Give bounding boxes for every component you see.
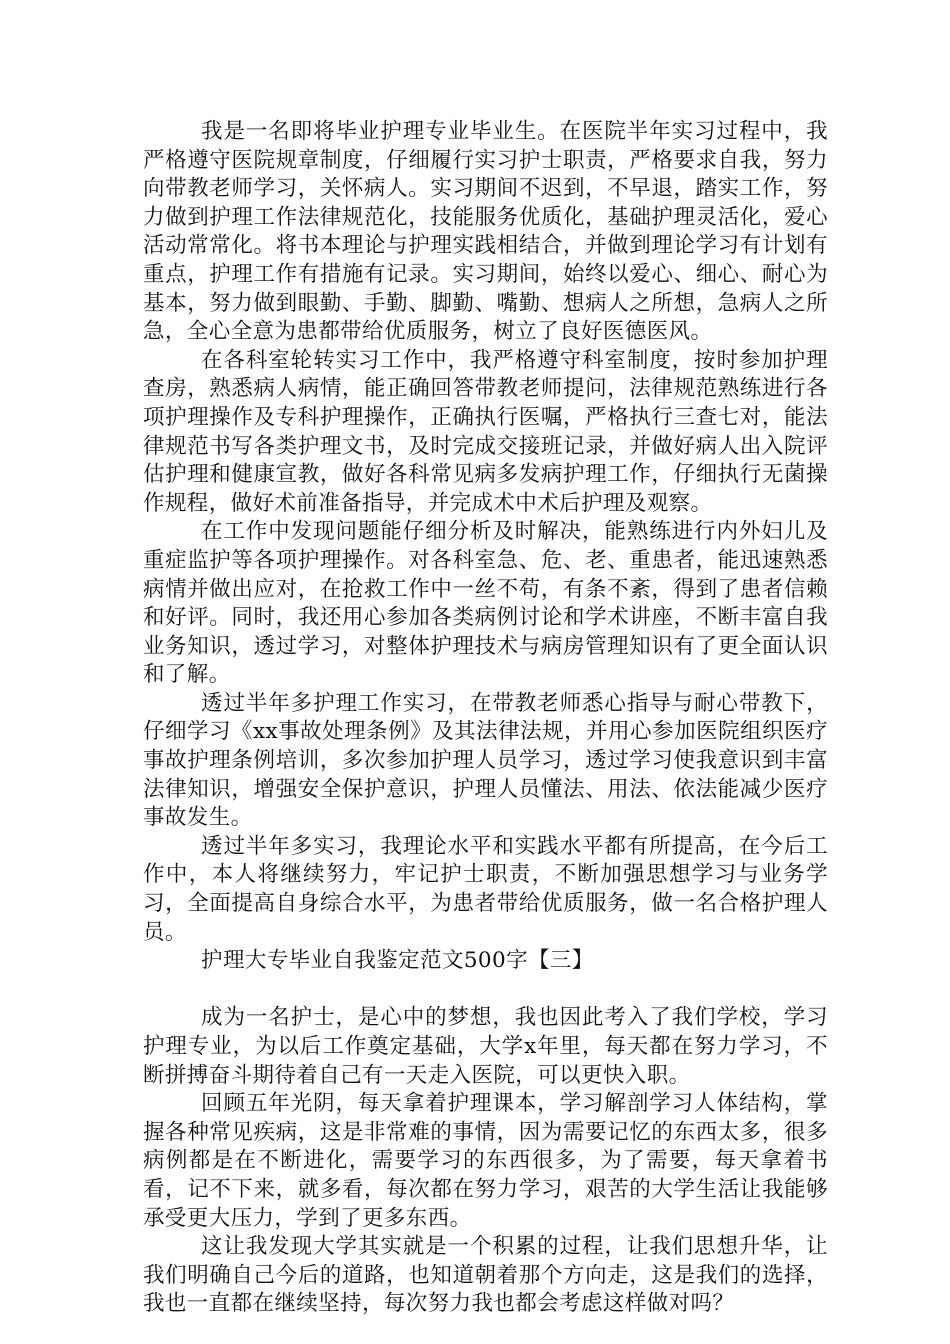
body-paragraph: 成为一名护士，是心中的梦想，我也因此考入了我们学校，学习护理专业，为以后工作奠定基础，大学x年里，每天都在努力学习，不断拼搏奋斗期待着自己有一天走入医院，可以更快入职。: [143, 1005, 828, 1088]
body-paragraph: 我是一名即将毕业护理专业毕业生。在医院半年实习过程中，我严格遵守医院规章制度，仔细履行实习护士职责，严格要求自我，努力向带教老师学习，关怀病人。实习期间不迟到，不早退，踏实工作，努力做到护理工作法律规范化，技能服务优质化，基础护理灵活化，爱心活动常常化。将书本理论与护理实践相结合，并做到理论学习有计划有重点，护理工作有措施有记录。实习期间，始终以爱心、细心、耐心为基本，努力做到眼勤、手勤、脚勤、嘴勤、想病人之所想，急病人之所急，全心全意为患都带给优质服务，树立了良好医德医风。: [143, 119, 828, 345]
blank-line: [143, 976, 828, 1005]
body-paragraph: 透过半年多实习，我理论水平和实践水平都有所提高，在今后工作中，本人将继续努力，牢记护士职责，不断加强思想学习与业务学习，全面提高自身综合水平，为患者带给优质服务，做一名合格护理人员。: [143, 833, 828, 945]
body-paragraph: 在工作中发现问题能仔细分析及时解决，能熟练进行内外妇儿及重症监护等各项护理操作。对各科室急、危、老、重患者，能迅速熟悉病情并做出应对，在抢救工作中一丝不苟，有条不紊，得到了患者信赖和好评。同时，我还用心参加各类病例讨论和学术讲座，不断丰富自我业务知识，透过学习，对整体护理技术与病房管理知识有了更全面认识和了解。: [143, 519, 828, 688]
section-heading: 护理大专毕业自我鉴定范文500字【三】: [201, 948, 594, 974]
body-paragraph: 这让我发现大学其实就是一个积累的过程，让我们思想升华，让我们明确自己今后的道路，也知道朝着那个方向走，这是我们的选择，我也一直都在继续坚持，每次努力我也都会考虑这样做对吗？: [143, 1234, 828, 1317]
body-paragraph: 在各科室轮转实习工作中，我严格遵守科室制度，按时参加护理查房，熟悉病人病情，能正确回答带教老师提问，法律规范熟练进行各项护理操作及专科护理操作，正确执行医嘱，严格执行三查七对，能法律规范书写各类护理文书，及时完成交接班记录，并做好病人出入院评估护理和健康宣教，做好各科常见病多发病护理工作，仔细执行无菌操作规程，做好术前准备指导，并完成术中术后护理及观察。: [143, 347, 828, 516]
body-paragraph: 透过半年多护理工作实习，在带教老师悉心指导与耐心带教下，仔细学习《xx事故处理条例》及其法律法规，并用心参加医院组织医疗事故护理条例培训，多次参加护理人员学习，透过学习使我意识到丰富法律知识，增强安全保护意识，护理人员懂法、用法、依法能减少医疗事故发生。: [143, 690, 828, 831]
body-paragraph: 回顾五年光阴，每天拿着护理课本，学习解剖学习人体结构，掌握各种常见疾病，这是非常难的事情，因为需要记忆的东西太多，很多病例都是在不断进化，需要学习的东西很多，为了需要，每天拿着书看，记不下来，就多看，每次都在努力学习，艰苦的大学生活让我能够承受更大压力，学到了更多东西。: [143, 1091, 828, 1231]
document-page: [143, 118, 828, 1319]
